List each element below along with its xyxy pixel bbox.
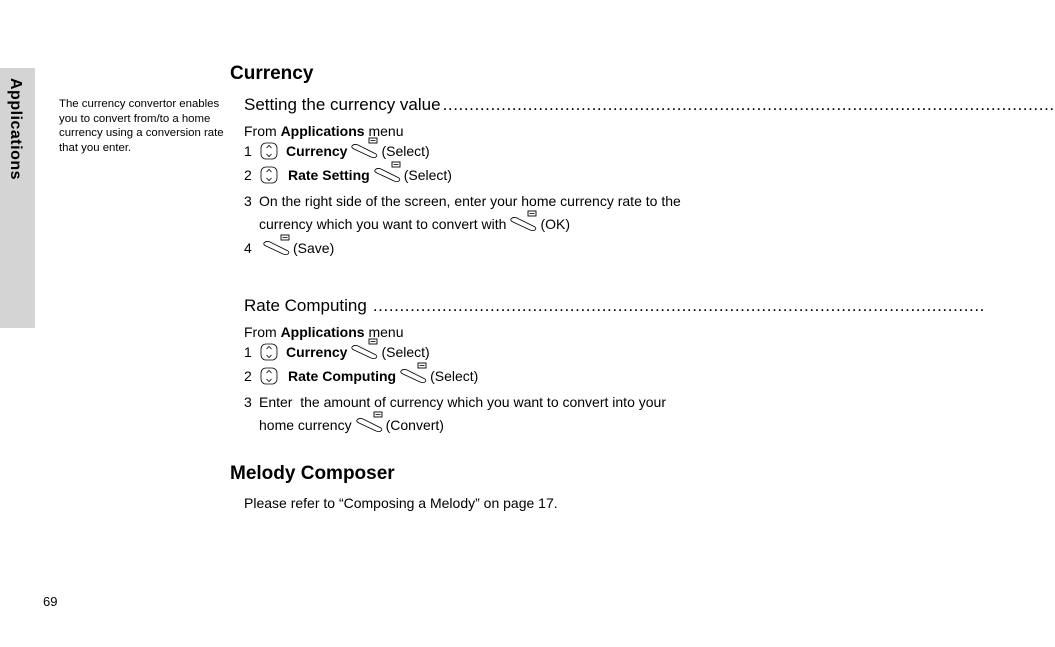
step-text: Enter the amount of currency which you want to convert into your: [259, 394, 666, 410]
nav-key-icon: [260, 142, 278, 160]
side-tab-label: Applications: [7, 78, 24, 181]
leader-dots: ...................................................................................................................: [442, 95, 1055, 114]
step-number: 3: [244, 394, 252, 410]
softkey-icon: [373, 161, 403, 183]
from-prefix: From: [244, 324, 277, 340]
step-2: [244, 166, 452, 184]
step-action: (Save): [293, 240, 335, 256]
from-suffix: menu: [368, 123, 404, 139]
rate-heading: [244, 296, 986, 316]
softkey-icon: [399, 362, 429, 384]
page-number: 69: [43, 594, 58, 609]
step-item: Rate Computing: [288, 368, 397, 384]
melody-heading: Melody Composer: [230, 463, 395, 484]
step-text: On the right side of the screen, enter your home currency rate to the: [259, 193, 681, 209]
melody-text: Please refer to “Composing a Melody” on page 17.: [244, 495, 558, 511]
from-prefix: From: [244, 123, 277, 139]
side-tab: [0, 68, 35, 328]
softkey-icon: [355, 411, 385, 433]
step-item: Currency: [286, 143, 348, 159]
step-1: [244, 343, 430, 361]
softkey-icon: [262, 234, 292, 256]
currency-heading: Currency: [230, 63, 314, 84]
step-item: Rate Setting: [288, 167, 370, 183]
step-action: (Select): [403, 167, 452, 183]
menu-name: Applications: [280, 324, 365, 340]
step-action: (Select): [381, 143, 430, 159]
step-action: (OK): [540, 216, 571, 232]
softkey-icon: [350, 338, 380, 360]
step-number: 2: [244, 167, 252, 183]
setting-title: Setting the currency value: [244, 95, 441, 114]
setting-heading: [244, 95, 1055, 115]
nav-key-icon: [260, 343, 278, 361]
nav-key-icon: [260, 166, 278, 184]
step-number: 4: [244, 240, 252, 256]
step-3-continued: [259, 417, 444, 433]
step-3: [244, 193, 681, 209]
step-3: [244, 394, 666, 410]
step-number: 1: [244, 143, 252, 159]
from-suffix: menu: [368, 324, 404, 340]
softkey-icon: [509, 210, 539, 232]
step-action: (Convert): [385, 417, 444, 433]
step-text: home currency: [259, 417, 352, 433]
menu-name: Applications: [280, 123, 365, 139]
step-3-continued: [259, 216, 570, 232]
step-action: (Select): [430, 368, 479, 384]
step-number: 2: [244, 368, 252, 384]
rate-title: Rate Computing: [244, 296, 367, 315]
step-action: (Select): [381, 344, 430, 360]
step-4: [244, 240, 334, 256]
margin-note: The currency convertor enables you to convert from/to a home currency using a conversion rate that you enter.: [59, 98, 224, 154]
step-1: [244, 142, 430, 160]
step-text: currency which you want to convert with: [259, 216, 507, 232]
softkey-icon: [350, 137, 380, 159]
nav-key-icon: [260, 367, 278, 385]
leader-dots: ...................................................................................................................: [372, 296, 986, 315]
step-number: 3: [244, 193, 252, 209]
step-item: Currency: [286, 344, 348, 360]
step-2: [244, 367, 478, 385]
step-number: 1: [244, 344, 252, 360]
